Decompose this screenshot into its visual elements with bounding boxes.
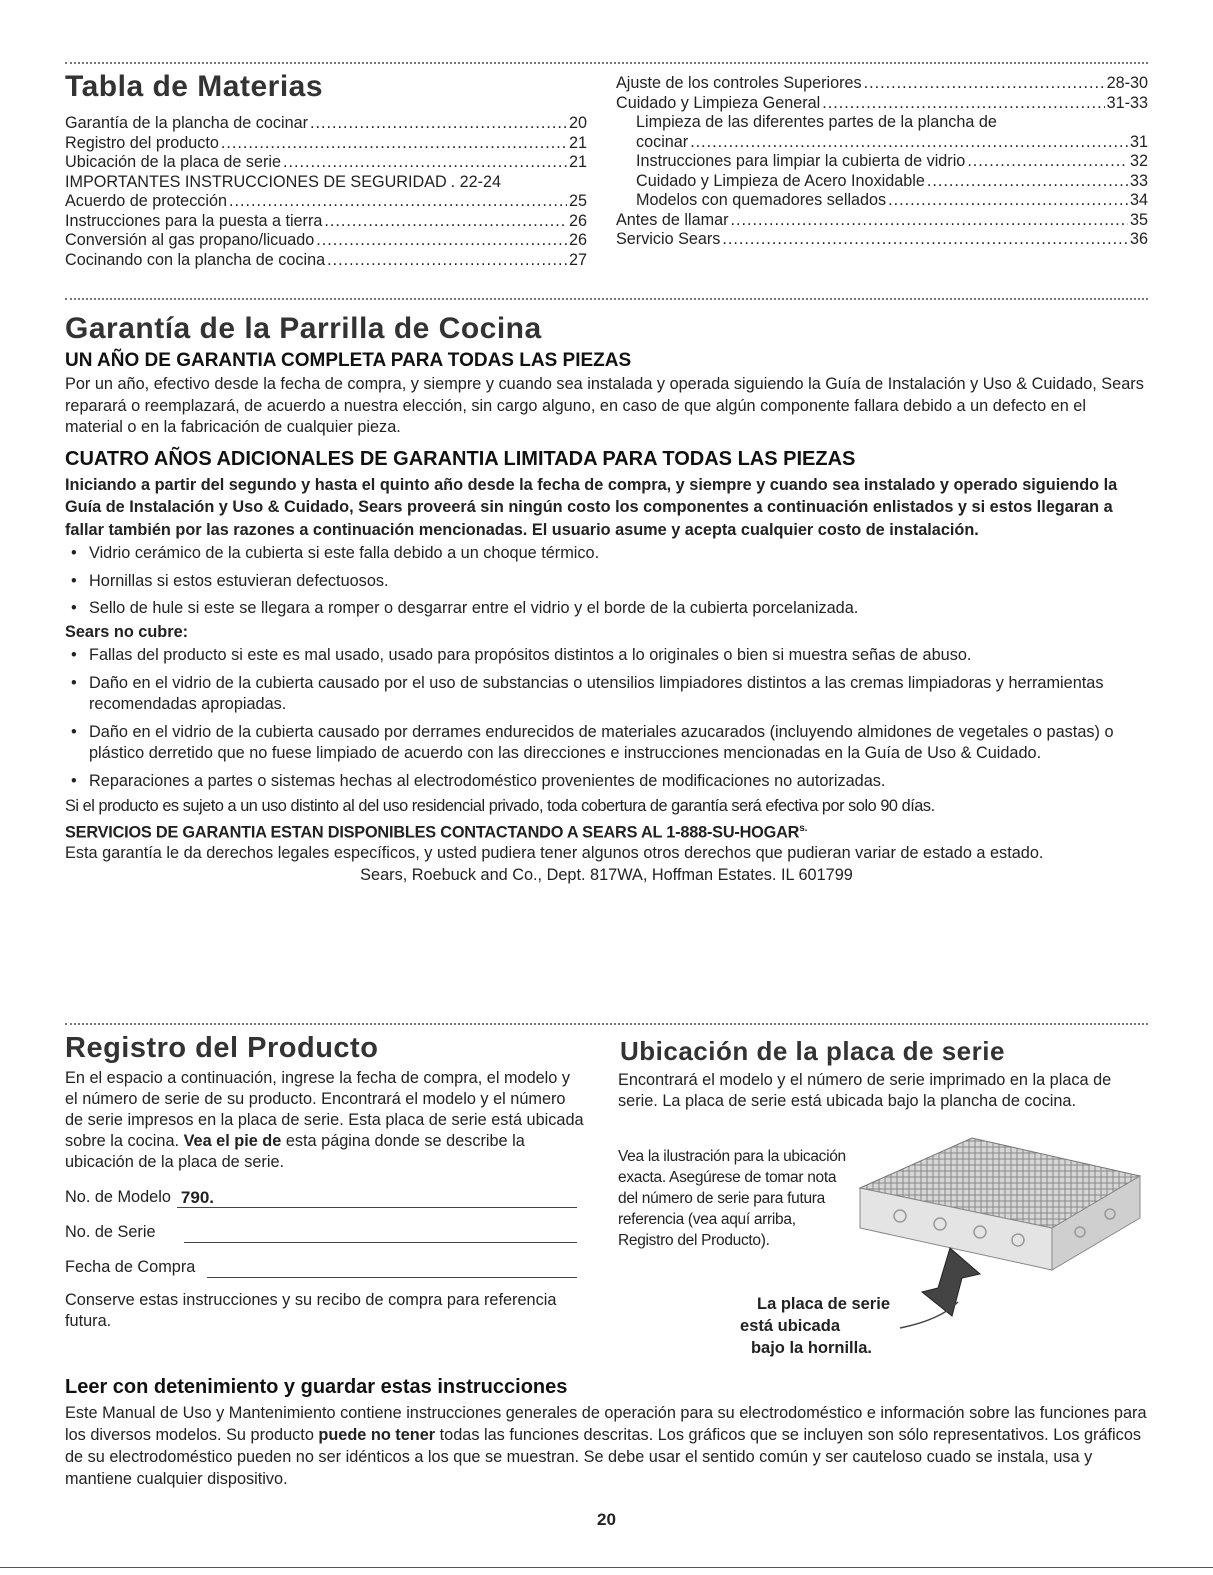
toc-entry[interactable]: Instrucciones para limpiar la cubierta de vidrio ..... 32	[616, 152, 1148, 172]
ubicacion-paragraph: Encontrará el modelo y el número de serie imprimado en la placa de serie. La placa de serie está ubicada bajo la plancha de cocina.	[618, 1071, 1112, 1110]
toc-entry[interactable]: Cuidado y Limpieza General ..... 31-33	[616, 94, 1148, 114]
list-item: • Reparaciones a partes o sistemas hechas al electrodoméstico provenientes de modificaciones no autorizadas.	[65, 771, 1148, 793]
toc-entry[interactable]: Cuidado y Limpieza de Acero Inoxidable ..... 33	[616, 172, 1148, 192]
rights-paragraph: Esta garantía le da derechos legales específicos, y usted pudiera tener algunos otros derechos que pudieran variar de estado a estado.	[65, 844, 1044, 863]
bottom-rule	[0, 1567, 1213, 1568]
warranty-heading-1: UN AÑO DE GARANTIA COMPLETA PARA TODAS LAS PIEZAS	[65, 350, 632, 371]
address-line: Sears, Roebuck and Co., Dept. 817WA, Hoffman Estates. IL 601799	[360, 865, 853, 884]
model-input[interactable]: 790.	[177, 1189, 577, 1208]
not-covered-label: Sears no cubre:	[65, 622, 189, 641]
warranty-heading-2: CUATRO AÑOS ADICIONALES DE GARANTIA LIMITADA PARA TODAS LAS PIEZAS	[65, 447, 856, 470]
warranty-title: Garantía de la Parrilla de Cocina	[65, 312, 542, 345]
toc-entry[interactable]: cocinar ..... 31	[616, 133, 1148, 153]
not-covered-list	[65, 645, 1148, 792]
registro-note: Conserve estas instrucciones y su recibo de compra para referencia futura.	[65, 1291, 557, 1330]
serial-field[interactable]: No. de Serie	[65, 1222, 577, 1243]
toc-left-column	[65, 114, 587, 270]
toc-entry[interactable]: Garantía de la plancha de cocinar ..... 20	[65, 114, 587, 134]
divider	[65, 298, 1148, 300]
usage-note: Si el producto es sujeto a un uso distinto al del uso residencial privado, toda cobertura de garantía será efectiva por solo 90 días.	[65, 797, 935, 815]
list-item: • Fallas del producto si este es mal usado, usado para propósitos distintos a lo originales o bien si muestra señas de abuso.	[65, 645, 1148, 667]
toc-entry[interactable]: Conversión al gas propano/licuado ..... 26	[65, 231, 587, 251]
list-item: • Hornillas si estos estuvieran defectuosos.	[65, 571, 1148, 593]
toc-entry[interactable]: Ubicación de la placa de serie ..... 21	[65, 153, 587, 173]
registro-section	[65, 1068, 585, 1332]
leer-title: Leer con detenimiento y guardar estas instrucciones	[65, 1376, 568, 1398]
list-item: • Daño en el vidrio de la cubierta causado por el uso de substancias o utensilios limpiadores distintos a las cremas limpiadoras y herramientas recomendadas apropiadas.	[65, 673, 1148, 716]
toc-entry[interactable]: IMPORTANTES INSTRUCCIONES DE SEGURIDAD . 22-24	[65, 172, 502, 191]
registro-paragraph: En el espacio a continuación, ingrese la fecha de compra, el modelo y el número de serie de su producto. Encontrará el modelo y el número de serie impresos en la placa de serie. Esta placa de serie está ubicada sobre la cocina. Vea el pie de esta página donde se describe la ubicación de la placa de serie.	[65, 1069, 584, 1171]
covered-list	[65, 543, 1148, 620]
divider	[65, 62, 1148, 64]
leer-section	[65, 1376, 1148, 1490]
toc-entry[interactable]: Antes de llamar ..... 35	[616, 211, 1148, 231]
model-field[interactable]: No. de Modelo 790.	[65, 1187, 577, 1208]
list-item: • Daño en el vidrio de la cubierta causado por derrames endurecidos de materiales azucarados (incluyendo almidones de vegetales o pastas) o plástico derretido que no fuese limpiado de acuerdo con las direcciones e instrucciones mencionadas en la Guía de Uso & Cuidado.	[65, 722, 1148, 765]
warranty-section	[65, 312, 1148, 886]
toc-entry[interactable]: Registro del producto ..... 21	[65, 134, 587, 154]
list-item: • Vidrio cerámico de la cubierta si este falla debido a un choque térmico.	[65, 543, 1148, 565]
registro-title: Registro del Producto	[65, 1032, 379, 1064]
date-field[interactable]: Fecha de Compra	[65, 1257, 577, 1278]
toc-entry[interactable]: Cocinando con la plancha de cocina ..... 27	[65, 251, 587, 271]
divider	[65, 1023, 1148, 1025]
ubicacion-section	[618, 1070, 1138, 1112]
page-number: 20	[597, 1510, 616, 1529]
toc-title: Tabla de Materias	[65, 70, 324, 103]
toc-entry[interactable]: Servicio Sears ..... 36	[616, 230, 1148, 250]
serial-input[interactable]	[184, 1224, 577, 1243]
date-input[interactable]	[207, 1259, 577, 1278]
toc-right-column	[616, 74, 1148, 250]
arrow-icon	[922, 1248, 980, 1316]
warranty-paragraph-bold: Iniciando a partir del segundo y hasta el quinto año desde la fecha de compra, y siempre y cuando sea instalado y operado siguiendo la Guía de Instalación y Uso & Cuidado, Sears proveerá sin ningún costo los componentes a continuación enlistados y si estos llegaran a fallar también por las razones a continuación mencionadas. El usuario asume y acepta cualquier costo de instalación.	[65, 475, 1118, 539]
toc-entry[interactable]: Ajuste de los controles Superiores ..... 28-30	[616, 74, 1148, 94]
cooktop-illustration	[840, 1120, 1150, 1330]
leer-paragraph: Este Manual de Uso y Mantenimiento contiene instrucciones generales de operación para su electrodoméstico e información sobre las funciones para los diversos modelos. Su producto puede no tener todas las funciones descritas. Los gráficos que se incluyen son sólo representativos. Los gráficos de su electrodoméstico pueden no ser idénticos a los que se muestran. Se debe usar el sentido común y ser cauteloso cuado se instala, usa y mantiene cualquier dispositivo.	[65, 1404, 1147, 1488]
ubicacion-narrow-text	[618, 1146, 850, 1251]
toc-entry[interactable]: Instrucciones para la puesta a tierra ..... 26	[65, 212, 587, 232]
toc-entry[interactable]: Modelos con quemadores sellados ..... 34	[616, 191, 1148, 211]
toc-entry[interactable]: Acuerdo de protección ..... 25	[65, 192, 587, 212]
serial-plate-callout: La placa de serie está ubicada bajo la hornilla.	[740, 1295, 890, 1357]
ubicacion-title: Ubicación de la placa de serie	[620, 1036, 1005, 1066]
ubicacion-paragraph-2: Vea la ilustración para la ubicación exacta. Asegúrese de tomar nota del número de serie para futura referencia (vea aquí arriba, Registro del Producto).	[618, 1148, 846, 1249]
warranty-paragraph: Por un año, efectivo desde la fecha de compra, y siempre y cuando sea instalada y operada siguiendo la Guía de Instalación y Uso & Cuidado, Sears reparará o reemplazará, de acuerdo a nuestra elección, sin cargo alguno, en caso de que algún componente fallara debido a un defecto en el material o en la fabricación de cualquier pieza.	[65, 375, 1144, 436]
toc-entry[interactable]: Limpieza de las diferentes partes de la plancha de	[636, 113, 997, 131]
service-line: SERVICIOS DE GARANTIA ESTAN DISPONIBLES CONTACTANDO A SEARS AL $1-888-SU-HOGAR^{s.}$	[65, 822, 808, 841]
list-item: • Sello de hule si este se llegara a romper o desgarrar entre el vidrio y el borde de la cubierta porcelanizada.	[65, 598, 1148, 620]
